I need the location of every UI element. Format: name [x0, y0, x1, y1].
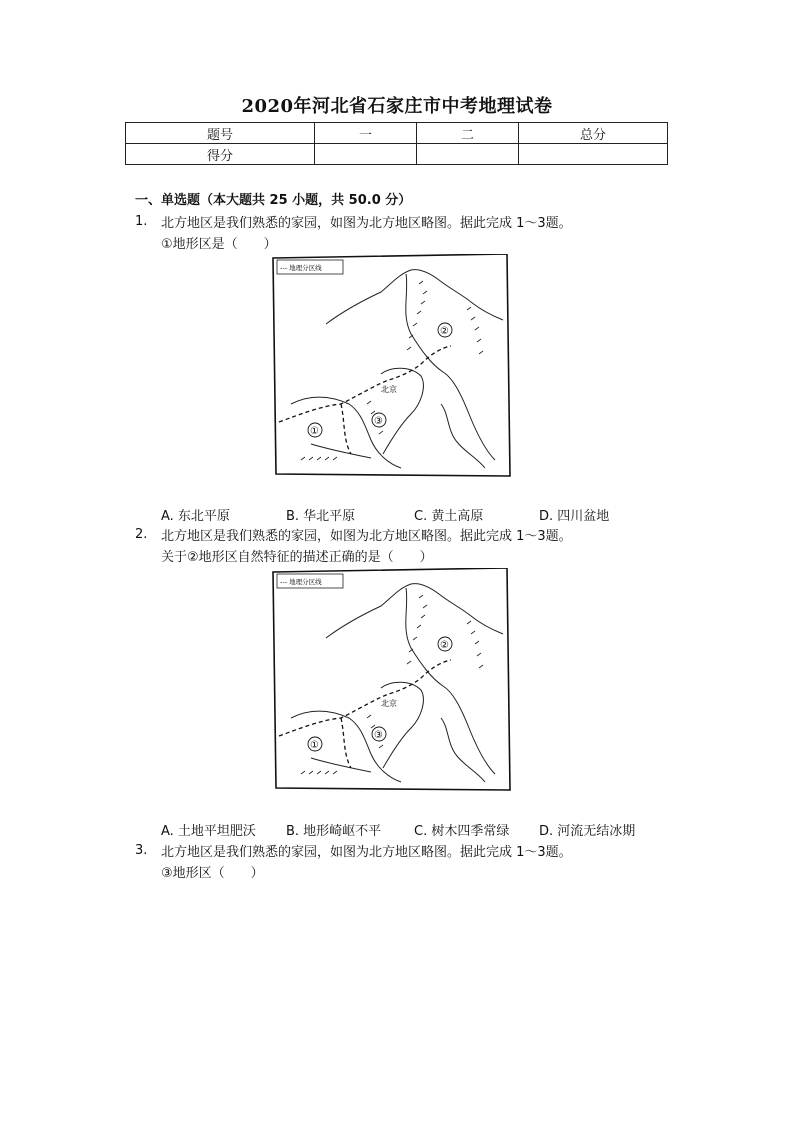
question-prompt: 关于②地形区自然特征的描述正确的是（ ） [161, 550, 433, 565]
question-stem: 北方地区是我们熟悉的家园，如图为北方地区略图。据此完成 1～3题。 [161, 216, 572, 231]
option-b[interactable]: B. 华北平原 [286, 509, 356, 524]
question-number: 3. [135, 843, 148, 858]
map-label-region-2: ② [440, 326, 449, 337]
map-figure [271, 568, 511, 792]
question-options [161, 505, 721, 523]
score-table-header-cell: 一 [315, 123, 417, 144]
north-china-map [271, 568, 511, 792]
section-heading: 一、单选题（本大题共 25 小题，共 50.0 分） [135, 193, 412, 208]
score-table-cell [417, 144, 519, 165]
score-table-cell [315, 144, 417, 165]
question-stem: 北方地区是我们熟悉的家园，如图为北方地区略图。据此完成 1～3题。 [161, 529, 572, 544]
score-table-row-label: 得分 [126, 144, 315, 165]
map-legend: --- 地理分区线 [280, 264, 322, 272]
score-table-cell [519, 144, 668, 165]
map-label-region-3: ③ [374, 416, 383, 427]
option-a[interactable]: A. 土地平坦肥沃 [161, 824, 256, 839]
page-title: 2020年河北省石家庄市中考地理试卷 [241, 96, 553, 117]
option-c[interactable]: C. 树木四季常绿 [414, 824, 510, 839]
map-label-region-1: ① [310, 426, 319, 437]
option-c[interactable]: C. 黄土高原 [414, 509, 484, 524]
question-prompt: ①地形区是（ ） [161, 237, 277, 252]
map-legend: --- 地理分区线 [280, 578, 322, 586]
north-china-map [271, 254, 511, 478]
score-table-header-row [126, 123, 668, 144]
score-table-header-cell: 总分 [519, 123, 668, 144]
score-table-header-cell: 二 [417, 123, 519, 144]
question-stem: 北方地区是我们熟悉的家园，如图为北方地区略图。据此完成 1～3题。 [161, 845, 572, 860]
map-figure [271, 254, 511, 478]
map-label-region-3: ③ [374, 730, 383, 741]
map-label-beijing: 北京 [381, 699, 397, 708]
score-table-header-cell: 题号 [126, 123, 315, 144]
score-table [125, 122, 668, 165]
map-label-region-1: ① [310, 740, 319, 751]
option-a[interactable]: A. 东北平原 [161, 509, 230, 524]
map-label-region-2: ② [440, 640, 449, 651]
question-options [161, 820, 721, 838]
score-table-score-row [126, 144, 668, 165]
option-d[interactable]: D. 四川盆地 [539, 509, 610, 524]
question-number: 1. [135, 214, 148, 229]
option-b[interactable]: B. 地形崎岖不平 [286, 824, 382, 839]
map-label-beijing: 北京 [381, 385, 397, 394]
option-d[interactable]: D. 河流无结冰期 [539, 824, 636, 839]
question-number: 2. [135, 527, 148, 542]
question-prompt: ③地形区（ ） [161, 866, 264, 881]
